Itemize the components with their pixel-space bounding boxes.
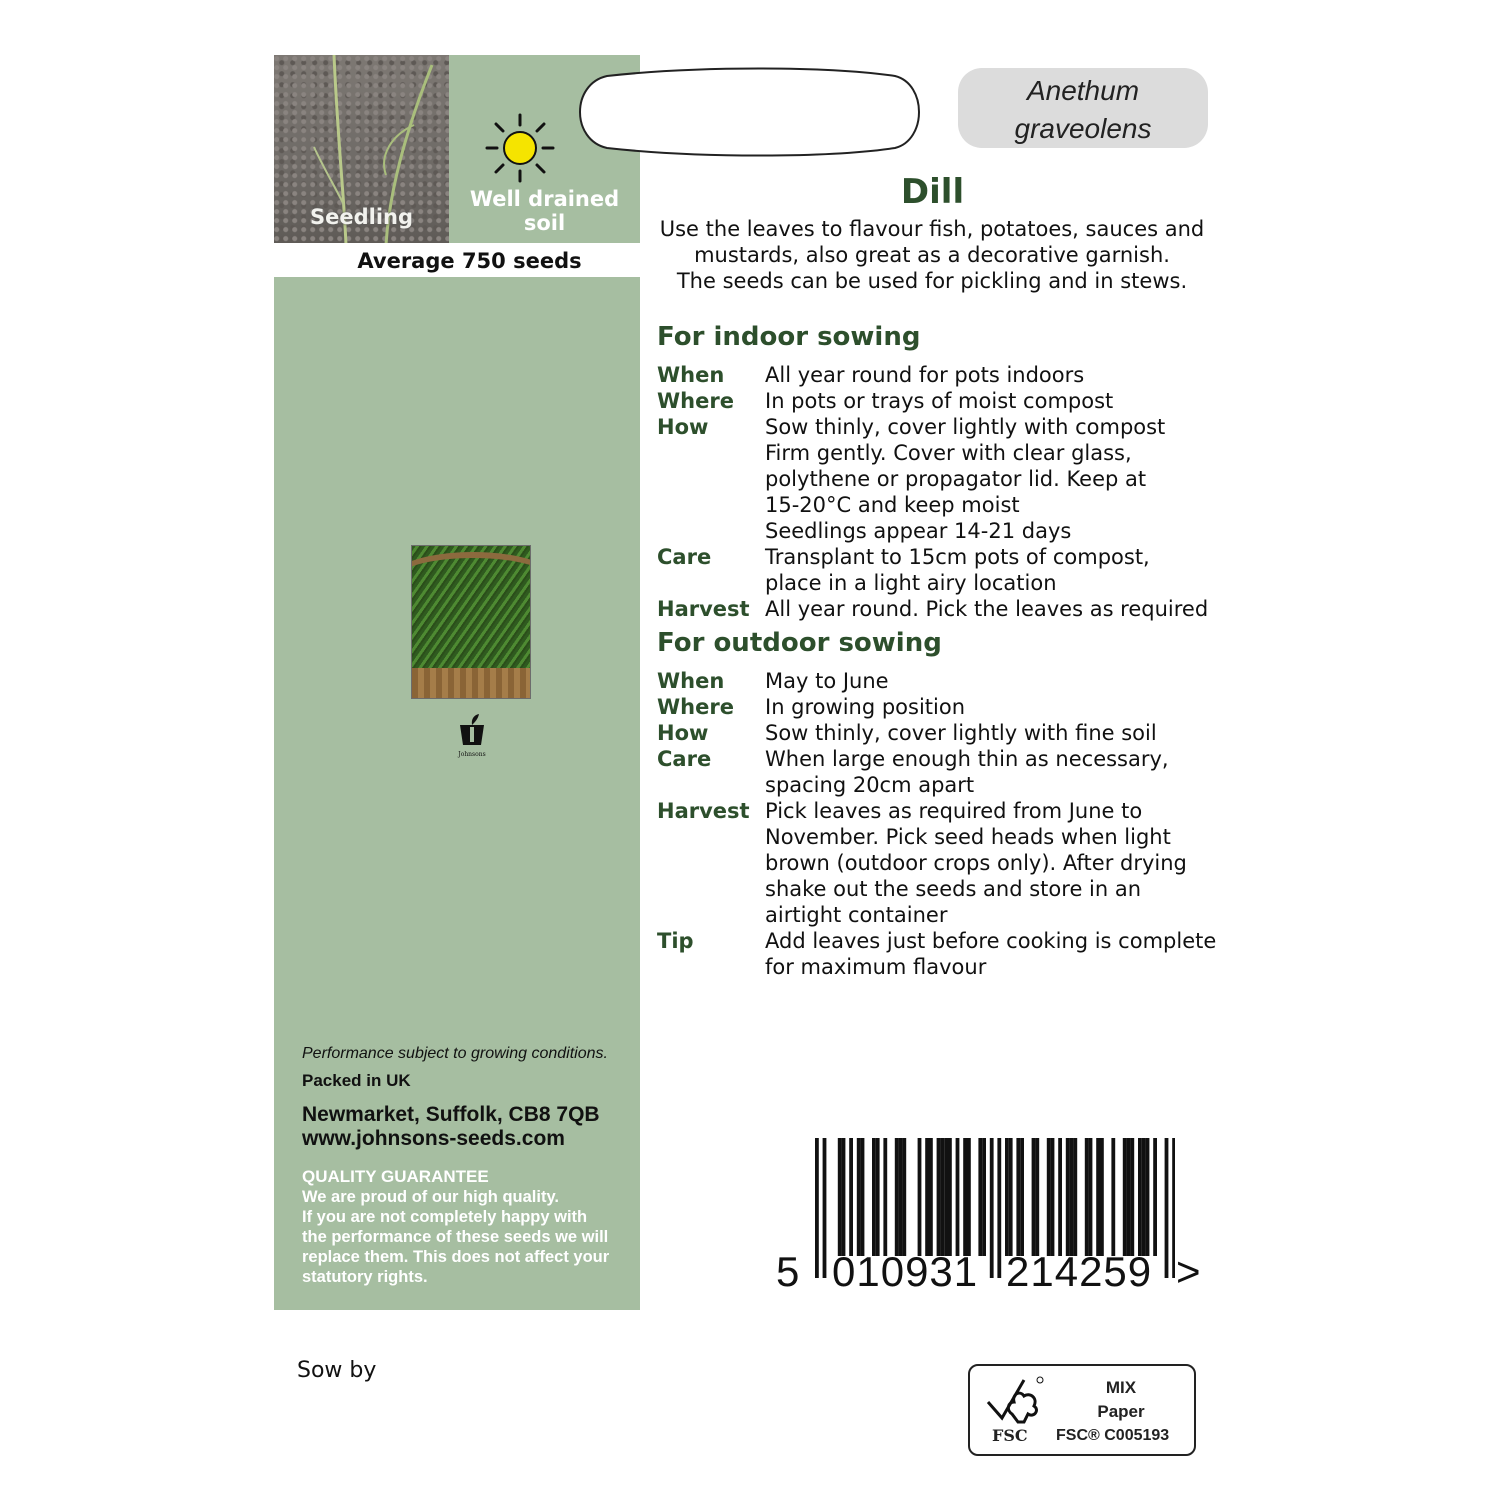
basket-rim [411, 552, 531, 604]
instruction-row [657, 694, 1217, 720]
row-value: In pots or trays of moist compost [765, 389, 1114, 413]
barcode-bar [1111, 1138, 1115, 1256]
barcode-bar [940, 1138, 944, 1256]
barcode-bar [1100, 1138, 1104, 1256]
instruction-row [657, 798, 1217, 928]
row-label: Harvest [657, 597, 750, 621]
row-value: All year round for pots indoors [765, 363, 1085, 387]
barcode-bar [876, 1138, 880, 1256]
row-label: Where [657, 695, 734, 719]
row-value: When large enough thin as necessary, spacing 20cm apart [765, 747, 1169, 797]
barcode-bar [1051, 1138, 1055, 1256]
barcode-bar [883, 1138, 887, 1256]
row-value: All year round. Pick the leaves as required [765, 597, 1209, 621]
barcode-bar [838, 1138, 842, 1256]
basket-weave [412, 668, 530, 698]
fsc-mix-paper [1056, 1376, 1186, 1424]
barcode-bar [1130, 1138, 1134, 1256]
guarantee-line: statutory rights. [302, 1268, 428, 1286]
barcode-bar [967, 1138, 971, 1256]
barcode-bar [815, 1138, 819, 1278]
barcode-bar [963, 1138, 967, 1256]
description-line: Use the leaves to flavour fish, potatoes, sauces and [659, 217, 1205, 241]
barcode-bar [1153, 1138, 1157, 1256]
fsc-license-code: FSC® C005193 [1056, 1427, 1170, 1444]
sow-by-label: Sow by [297, 1358, 377, 1383]
barcode-bar [937, 1138, 941, 1256]
row-label: When [657, 669, 725, 693]
barcode-bar [1032, 1138, 1036, 1256]
row-value: Transplant to 15cm pots of compost, place in a light airy location [765, 545, 1150, 595]
barcode-bar [978, 1138, 982, 1256]
barcode-bar [849, 1138, 853, 1256]
row-value: Sow thinly, cover lightly with fine soil [765, 721, 1157, 745]
barcode-bar [861, 1138, 865, 1256]
row-value: Add leaves just before cooking is complete for maximum flavour [765, 929, 1217, 979]
seedling-label: Seedling [309, 205, 414, 229]
barcode-bar [1089, 1138, 1093, 1256]
barcode-bar [1096, 1138, 1100, 1256]
row-label: Harvest [657, 799, 750, 823]
barcode-bar [1058, 1138, 1062, 1256]
barcode-bar [823, 1138, 827, 1278]
indoor-sowing-heading: For indoor sowing [657, 322, 921, 352]
barcode-bar [956, 1138, 960, 1256]
seed-count: Average 750 seeds [357, 249, 582, 273]
row-label: How [657, 415, 709, 439]
row-label: Care [657, 545, 712, 569]
product-description [652, 216, 1212, 294]
row-label: When [657, 363, 725, 387]
indoor-sowing-rows [657, 362, 1217, 622]
latin-name-box [958, 68, 1208, 148]
fsc-tree-check-icon [984, 1374, 1046, 1426]
barcode-bar [1047, 1138, 1051, 1256]
guarantee-line: the performance of these seeds we will [302, 1228, 609, 1246]
dill-basket-photo [411, 545, 531, 699]
barcode-bar [1085, 1138, 1089, 1256]
barcode-bar [1035, 1138, 1039, 1256]
barcode-bar [1172, 1138, 1175, 1278]
barcode-bar [1123, 1138, 1127, 1256]
barcode-bar [1073, 1138, 1077, 1256]
fsc-mix: MIX [1105, 1378, 1137, 1397]
barcode-bar [997, 1138, 1001, 1278]
guarantee-title: QUALITY GUARANTEE [302, 1167, 489, 1186]
barcode-bar [895, 1138, 899, 1256]
barcode-bar [990, 1138, 994, 1278]
barcode-bar [918, 1138, 922, 1256]
brand-logo-text: Johnsons [458, 751, 486, 758]
barcode-bar [944, 1138, 948, 1256]
row-label: Care [657, 747, 712, 771]
barcode-bar [1020, 1138, 1024, 1256]
barcode-bar [1127, 1138, 1131, 1256]
guarantee-line: If you are not completely happy with [302, 1208, 588, 1226]
row-value: May to June [765, 669, 889, 693]
row-value: Sow thinly, cover lightly with compost Firm gently. Cover with clear glass, polythene or propagator lid. Keep at 15-20°C and keep moist Seedlings appear 14-21 days [765, 415, 1166, 543]
latin-name-line2: graveolens [1014, 113, 1152, 144]
left-panel [274, 55, 640, 1310]
barcode-bar [1005, 1138, 1009, 1256]
row-value: In growing position [765, 695, 966, 719]
barcode-bar [1138, 1138, 1142, 1256]
barcode-bar [857, 1138, 861, 1256]
description-line: mustards, also great as a decorative garnish. [694, 243, 1170, 267]
barcode-quiet-zone-arrow: > [1176, 1248, 1201, 1295]
fsc-letters: FSC [992, 1426, 1028, 1445]
packed-in: Packed in UK [302, 1071, 411, 1090]
row-value: Pick leaves as required from June to November. Pick seed heads when light brown (outdoor crops only). After drying shake out the seeds and store in an airtight container [765, 799, 1187, 927]
brand-logo [454, 713, 490, 758]
flowerpot-logo-icon [457, 713, 487, 747]
barcode-bar [925, 1138, 929, 1256]
performance-note: Performance subject to growing conditions. [302, 1045, 608, 1062]
soil-label [449, 187, 640, 235]
seed-count-strip [274, 243, 640, 277]
barcode-bar [1070, 1138, 1074, 1256]
barcode-bar [1165, 1138, 1169, 1278]
instruction-row [657, 928, 1217, 980]
barcode-bar [982, 1138, 986, 1256]
guarantee-line: We are proud of our high quality. [302, 1188, 559, 1206]
row-label: How [657, 721, 709, 745]
barcode-bar [1009, 1138, 1013, 1256]
barcode-digit-first: 5 [776, 1248, 800, 1295]
barcode-bar [1016, 1138, 1020, 1256]
soil-label-line1: Well drained [469, 187, 620, 211]
instruction-row [657, 362, 1217, 388]
barcode-bar [929, 1138, 933, 1256]
instruction-row [657, 746, 1217, 798]
instruction-row [657, 388, 1217, 414]
instruction-row [657, 414, 1217, 544]
blank-label-shape [577, 64, 927, 160]
barcode-bar [948, 1138, 952, 1256]
barcode-bar [872, 1138, 876, 1256]
left-footer [302, 1045, 632, 1287]
outdoor-sowing-heading: For outdoor sowing [657, 628, 942, 658]
address: Newmarket, Suffolk, CB8 7QB [302, 1103, 600, 1126]
guarantee-line: replace them. This does not affect your [302, 1248, 610, 1266]
instruction-row [657, 720, 1217, 746]
latin-name-line1: Anethum [1026, 75, 1140, 106]
outdoor-sowing-rows [657, 668, 1217, 980]
instruction-row [657, 668, 1217, 694]
barcode-group-left: 010931 [832, 1248, 979, 1295]
barcode-group-right: 214259 [1006, 1248, 1153, 1295]
row-label: Tip [657, 929, 694, 953]
description-line: The seeds can be used for pickling and in stews. [676, 269, 1188, 293]
barcode-bar [1146, 1138, 1150, 1256]
fsc-paper: Paper [1097, 1402, 1145, 1421]
seedling-photo [274, 55, 449, 243]
barcode-bar [902, 1138, 906, 1256]
barcode-bar [1142, 1138, 1146, 1256]
barcode-bar [842, 1138, 846, 1256]
barcode-bar [899, 1138, 903, 1256]
soil-label-line2: soil [523, 211, 566, 235]
row-label: Where [657, 389, 734, 413]
instruction-row [657, 596, 1217, 622]
product-title: Dill [900, 172, 965, 212]
instruction-row [657, 544, 1217, 596]
sun-icon [485, 113, 555, 183]
fsc-certification [968, 1364, 1196, 1456]
barcode-bar [1066, 1138, 1070, 1256]
website-link[interactable]: www.johnsons-seeds.com [302, 1127, 565, 1150]
